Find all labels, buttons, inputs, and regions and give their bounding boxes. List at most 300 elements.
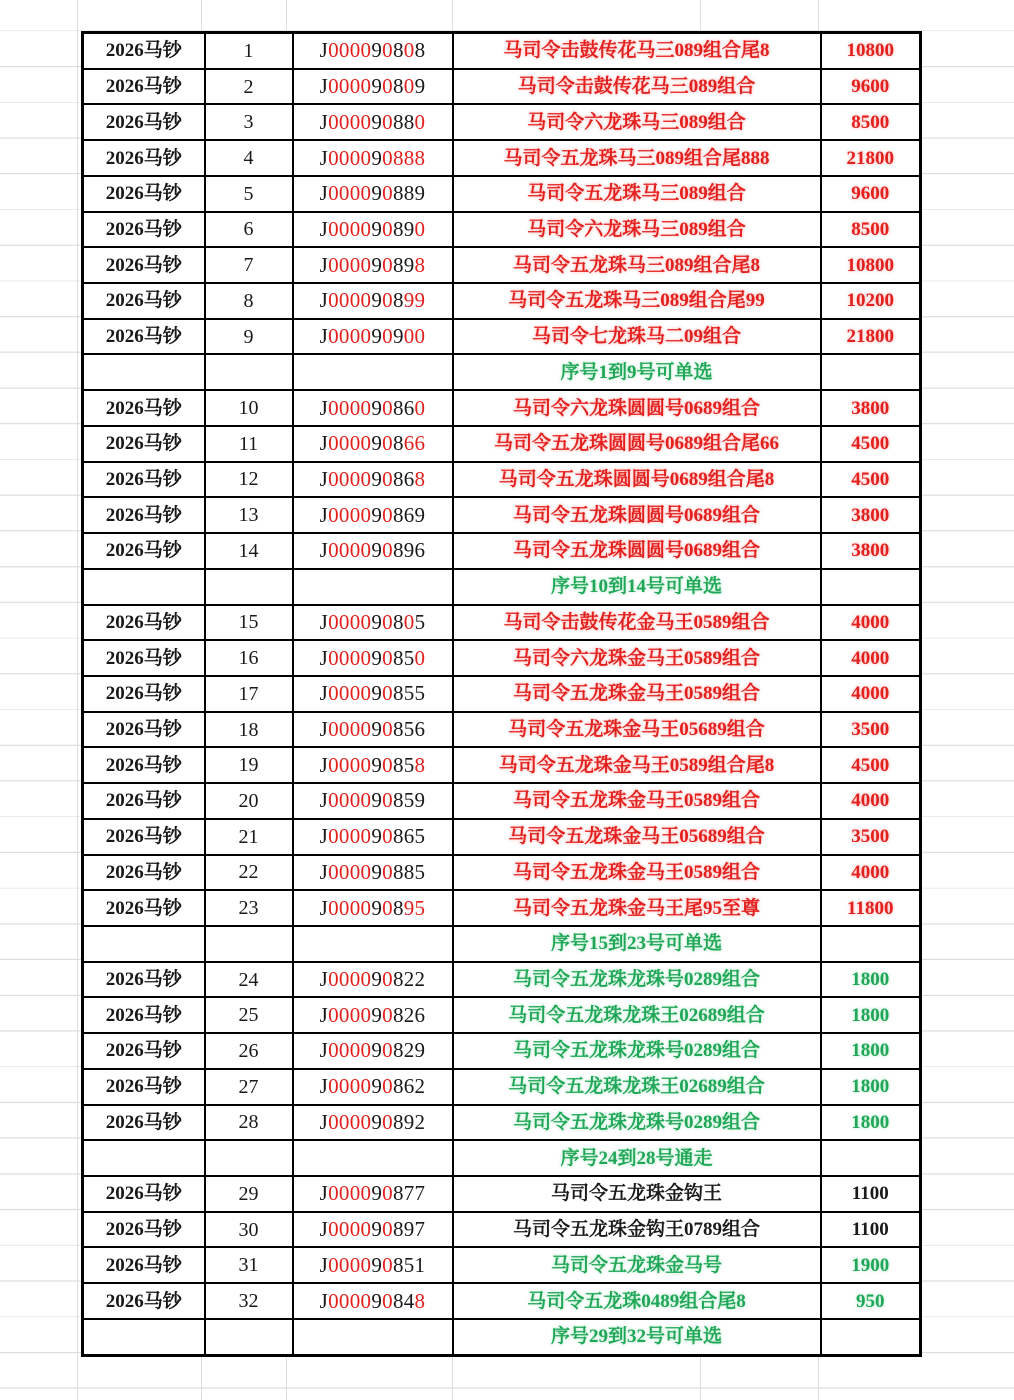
- price-cell[interactable]: 10800: [821, 33, 921, 69]
- serial-segment: 0000: [328, 538, 372, 563]
- desc-cell[interactable]: 马司令击鼓传花马三089组合尾8: [453, 33, 821, 69]
- serial-segment: 0: [382, 538, 393, 563]
- serial-segment: 0000: [328, 395, 372, 420]
- empty-cell[interactable]: [293, 926, 453, 962]
- price-cell[interactable]: 10200: [821, 283, 921, 319]
- seq-cell[interactable]: 14: [205, 533, 293, 569]
- serial-segment: 9: [371, 252, 383, 277]
- price-cell[interactable]: 4500: [821, 426, 921, 462]
- serial-segment: 0000: [328, 74, 372, 99]
- serial-cell[interactable]: [293, 497, 453, 533]
- product-cell[interactable]: 2026马钞: [83, 1212, 205, 1248]
- serial-segment: J: [319, 1217, 329, 1242]
- serial-segment: J: [319, 1109, 329, 1134]
- seq-cell[interactable]: 19: [205, 747, 293, 783]
- seq-cell[interactable]: 10: [205, 390, 293, 426]
- note-cell[interactable]: 序号29到32号可单选: [453, 1319, 821, 1355]
- price-cell[interactable]: 3800: [821, 390, 921, 426]
- serial-segment: 897: [392, 1217, 426, 1242]
- product-cell[interactable]: 2026马钞: [83, 1069, 205, 1105]
- price-cell[interactable]: 8500: [821, 212, 921, 248]
- serial-segment: 0: [382, 1217, 393, 1242]
- seq-cell[interactable]: 2: [205, 69, 293, 105]
- product-cell[interactable]: 2026马钞: [83, 855, 205, 891]
- desc-cell[interactable]: 马司令六龙珠圆圆号0689组合: [453, 390, 821, 426]
- price-cell[interactable]: 21800: [821, 319, 921, 355]
- price-cell[interactable]: 3500: [821, 819, 921, 855]
- seq-cell[interactable]: 5: [205, 176, 293, 212]
- serial-cell[interactable]: [293, 962, 453, 998]
- serial-segment: 9: [371, 74, 383, 99]
- empty-cell[interactable]: [205, 354, 293, 390]
- serial-cell[interactable]: [293, 69, 453, 105]
- serial-segment: 9: [371, 645, 383, 670]
- serial-cell[interactable]: [293, 783, 453, 819]
- serial-cell[interactable]: [293, 676, 453, 712]
- note-cell[interactable]: 序号15到23号可单选: [453, 926, 821, 962]
- serial-segment: J: [319, 288, 329, 313]
- desc-cell[interactable]: 马司令五龙珠圆圆号0689组合尾66: [453, 426, 821, 462]
- seq-cell[interactable]: 31: [205, 1247, 293, 1283]
- serial-segment: 0000: [328, 1252, 372, 1277]
- product-cell[interactable]: 2026马钞: [83, 783, 205, 819]
- serial-cell[interactable]: [293, 1247, 453, 1283]
- serial-segment: 9: [371, 752, 383, 777]
- empty-cell[interactable]: [293, 354, 453, 390]
- serial-segment: 829: [392, 1038, 426, 1063]
- table-row: [83, 176, 921, 212]
- seq-cell[interactable]: 13: [205, 497, 293, 533]
- serial-cell[interactable]: [293, 890, 453, 926]
- price-cell[interactable]: 1800: [821, 962, 921, 998]
- product-cell[interactable]: 2026马钞: [83, 247, 205, 283]
- product-cell[interactable]: 2026马钞: [83, 1105, 205, 1141]
- desc-cell[interactable]: 马司令六龙珠马三089组合: [453, 104, 821, 140]
- desc-cell[interactable]: 马司令五龙珠马三089组合尾888: [453, 140, 821, 176]
- serial-segment: J: [319, 609, 329, 634]
- product-cell[interactable]: 2026马钞: [83, 319, 205, 355]
- price-cell[interactable]: 21800: [821, 140, 921, 176]
- seq-cell[interactable]: 3: [205, 104, 293, 140]
- price-cell[interactable]: 1900: [821, 1247, 921, 1283]
- serial-cell[interactable]: [293, 426, 453, 462]
- product-cell[interactable]: 2026马钞: [83, 819, 205, 855]
- serial-segment: 0: [382, 109, 393, 134]
- seq-cell[interactable]: 6: [205, 212, 293, 248]
- serial-segment: 9: [371, 38, 383, 63]
- product-cell[interactable]: 2026马钞: [83, 426, 205, 462]
- desc-cell[interactable]: 马司令六龙珠金马王0589组合: [453, 640, 821, 676]
- serial-segment: J: [319, 1002, 329, 1027]
- product-cell[interactable]: 2026马钞: [83, 69, 205, 105]
- table-row: [83, 1033, 921, 1069]
- serial-segment: 0: [382, 252, 393, 277]
- price-cell[interactable]: 11800: [821, 890, 921, 926]
- serial-segment: J: [319, 216, 329, 241]
- price-cell[interactable]: 1800: [821, 1105, 921, 1141]
- serial-segment: 0000: [328, 109, 372, 134]
- desc-cell[interactable]: 马司令击鼓传花金马王0589组合: [453, 605, 821, 641]
- serial-segment: 0000: [328, 1109, 372, 1134]
- price-cell[interactable]: 4500: [821, 747, 921, 783]
- serial-cell[interactable]: [293, 747, 453, 783]
- serial-segment: 0000: [328, 466, 372, 491]
- seq-cell[interactable]: 16: [205, 640, 293, 676]
- serial-segment: 9: [371, 145, 383, 170]
- serial-segment: 0: [382, 38, 393, 63]
- desc-cell[interactable]: 马司令五龙珠圆圆号0689组合: [453, 497, 821, 533]
- seq-cell[interactable]: 7: [205, 247, 293, 283]
- table-row: [83, 1105, 921, 1141]
- serial-segment: 0000: [328, 1074, 372, 1099]
- serial-segment: 885: [392, 859, 426, 884]
- serial-segment: 9: [371, 967, 383, 992]
- serial-cell[interactable]: [293, 1283, 453, 1319]
- price-cell[interactable]: 950: [821, 1283, 921, 1319]
- desc-cell[interactable]: 马司令五龙珠0489组合尾8: [453, 1283, 821, 1319]
- serial-segment: 0000: [328, 1181, 372, 1206]
- price-cell[interactable]: 9600: [821, 176, 921, 212]
- seq-cell[interactable]: 27: [205, 1069, 293, 1105]
- desc-cell[interactable]: 马司令七龙珠马二09组合: [453, 319, 821, 355]
- serial-segment: 0: [403, 38, 415, 63]
- serial-segment: 0: [382, 895, 393, 920]
- price-cell[interactable]: 4000: [821, 676, 921, 712]
- empty-cell[interactable]: [821, 1319, 921, 1355]
- empty-cell[interactable]: [205, 1319, 293, 1355]
- price-cell[interactable]: 4500: [821, 462, 921, 498]
- separator-row: [83, 569, 921, 605]
- serial-segment: 9: [371, 324, 383, 349]
- serial-segment: 0000: [328, 967, 372, 992]
- price-cell[interactable]: 1800: [821, 1033, 921, 1069]
- grid-line: [77, 0, 78, 1400]
- seq-cell[interactable]: 17: [205, 676, 293, 712]
- product-cell[interactable]: 2026马钞: [83, 747, 205, 783]
- product-cell[interactable]: 2026马钞: [83, 33, 205, 69]
- empty-cell[interactable]: [83, 1140, 205, 1176]
- serial-segment: 0000: [328, 1038, 372, 1063]
- serial-segment: 86: [392, 466, 415, 491]
- product-cell[interactable]: 2026马钞: [83, 1176, 205, 1212]
- seq-cell[interactable]: 23: [205, 890, 293, 926]
- product-cell[interactable]: 2026马钞: [83, 962, 205, 998]
- serial-cell[interactable]: [293, 462, 453, 498]
- serial-cell[interactable]: [293, 605, 453, 641]
- table-row: [83, 212, 921, 248]
- empty-cell[interactable]: [821, 569, 921, 605]
- table-row: [83, 283, 921, 319]
- product-cell[interactable]: 2026马钞: [83, 712, 205, 748]
- serial-segment: J: [319, 681, 329, 706]
- empty-cell[interactable]: [83, 926, 205, 962]
- table-row: [83, 426, 921, 462]
- serial-segment: 8: [392, 38, 404, 63]
- price-cell[interactable]: 4000: [821, 783, 921, 819]
- price-cell[interactable]: 1100: [821, 1176, 921, 1212]
- serial-segment: 0000: [328, 324, 372, 349]
- serial-segment: 9: [371, 181, 383, 206]
- serial-segment: 9: [371, 681, 383, 706]
- seq-cell[interactable]: 11: [205, 426, 293, 462]
- seq-cell[interactable]: 24: [205, 962, 293, 998]
- serial-segment: 85: [392, 752, 415, 777]
- price-cell[interactable]: 3800: [821, 533, 921, 569]
- serial-cell[interactable]: [293, 855, 453, 891]
- serial-segment: 851: [392, 1252, 426, 1277]
- seq-cell[interactable]: 29: [205, 1176, 293, 1212]
- desc-cell[interactable]: 马司令五龙珠金马王0589组合: [453, 783, 821, 819]
- table-row: [83, 1283, 921, 1319]
- serial-segment: J: [319, 717, 329, 742]
- note-cell[interactable]: 序号24到28号通走: [453, 1140, 821, 1176]
- serial-cell[interactable]: [293, 1176, 453, 1212]
- serial-segment: 896: [392, 538, 426, 563]
- empty-cell[interactable]: [205, 569, 293, 605]
- desc-cell[interactable]: 马司令五龙珠龙珠号0289组合: [453, 1105, 821, 1141]
- seq-cell[interactable]: 25: [205, 997, 293, 1033]
- product-cell[interactable]: 2026马钞: [83, 212, 205, 248]
- seq-cell[interactable]: 15: [205, 605, 293, 641]
- seq-cell[interactable]: 4: [205, 140, 293, 176]
- serial-segment: J: [319, 967, 329, 992]
- serial-segment: 9: [371, 1038, 383, 1063]
- serial-segment: 0000: [328, 895, 372, 920]
- serial-segment: 0: [382, 288, 393, 313]
- serial-segment: 9: [371, 466, 383, 491]
- serial-cell[interactable]: [293, 319, 453, 355]
- product-cell[interactable]: 2026马钞: [83, 890, 205, 926]
- serial-segment: 9: [371, 538, 383, 563]
- seq-cell[interactable]: 30: [205, 1212, 293, 1248]
- desc-cell[interactable]: 马司令击鼓传花马三089组合: [453, 69, 821, 105]
- seq-cell[interactable]: 18: [205, 712, 293, 748]
- desc-cell[interactable]: 马司令五龙珠马三089组合尾99: [453, 283, 821, 319]
- empty-cell[interactable]: [821, 926, 921, 962]
- seq-cell[interactable]: 8: [205, 283, 293, 319]
- product-cell[interactable]: 2026马钞: [83, 1033, 205, 1069]
- serial-segment: 9: [371, 1181, 383, 1206]
- desc-cell[interactable]: 马司令五龙珠金马王0589组合: [453, 855, 821, 891]
- desc-cell[interactable]: 马司令五龙珠龙珠王02689组合: [453, 997, 821, 1033]
- product-cell[interactable]: 2026马钞: [83, 1283, 205, 1319]
- table-row: [83, 497, 921, 533]
- product-cell[interactable]: 2026马钞: [83, 462, 205, 498]
- separator-row: [83, 1140, 921, 1176]
- product-cell[interactable]: 2026马钞: [83, 1247, 205, 1283]
- seq-cell[interactable]: 12: [205, 462, 293, 498]
- serial-segment: J: [319, 752, 329, 777]
- empty-cell[interactable]: [205, 926, 293, 962]
- price-table: [81, 31, 922, 1357]
- desc-cell[interactable]: 马司令六龙珠马三089组合: [453, 212, 821, 248]
- serial-cell[interactable]: [293, 1069, 453, 1105]
- empty-cell[interactable]: [293, 1140, 453, 1176]
- serial-segment: 0000: [328, 859, 372, 884]
- product-cell[interactable]: 2026马钞: [83, 533, 205, 569]
- product-cell[interactable]: 2026马钞: [83, 104, 205, 140]
- product-cell[interactable]: 2026马钞: [83, 140, 205, 176]
- desc-cell[interactable]: 马司令五龙珠马三089组合尾8: [453, 247, 821, 283]
- serial-segment: 9: [371, 895, 383, 920]
- serial-segment: 9: [371, 717, 383, 742]
- serial-segment: 9: [371, 1217, 383, 1242]
- serial-cell[interactable]: [293, 247, 453, 283]
- separator-row: [83, 1319, 921, 1355]
- empty-cell[interactable]: [293, 569, 453, 605]
- serial-segment: 0: [382, 466, 393, 491]
- table-row: [83, 640, 921, 676]
- serial-segment: 9: [371, 859, 383, 884]
- serial-segment: 0: [382, 431, 393, 456]
- serial-cell[interactable]: [293, 997, 453, 1033]
- serial-segment: 0: [382, 145, 393, 170]
- serial-segment: 0000: [328, 824, 372, 849]
- desc-cell[interactable]: 马司令五龙珠圆圆号0689组合尾8: [453, 462, 821, 498]
- serial-segment: 0: [414, 109, 426, 134]
- serial-segment: 0: [382, 1109, 393, 1134]
- serial-cell[interactable]: [293, 1105, 453, 1141]
- desc-cell[interactable]: 马司令五龙珠金马王0589组合: [453, 676, 821, 712]
- empty-cell[interactable]: [293, 1319, 453, 1355]
- price-cell[interactable]: 9600: [821, 69, 921, 105]
- serial-cell[interactable]: [293, 1033, 453, 1069]
- product-cell[interactable]: 2026马钞: [83, 390, 205, 426]
- empty-cell[interactable]: [83, 569, 205, 605]
- table-row: [83, 890, 921, 926]
- serial-segment: 0000: [328, 1002, 372, 1027]
- serial-segment: J: [319, 395, 329, 420]
- desc-cell[interactable]: 马司令五龙珠龙珠号0289组合: [453, 962, 821, 998]
- serial-segment: 0: [403, 74, 415, 99]
- serial-segment: J: [319, 109, 329, 134]
- serial-segment: 0: [382, 181, 393, 206]
- table-row: [83, 1212, 921, 1248]
- seq-cell[interactable]: 32: [205, 1283, 293, 1319]
- seq-cell[interactable]: 9: [205, 319, 293, 355]
- serial-segment: 0: [382, 824, 393, 849]
- serial-cell[interactable]: [293, 104, 453, 140]
- empty-cell[interactable]: [821, 1140, 921, 1176]
- empty-cell[interactable]: [205, 1140, 293, 1176]
- serial-segment: 0: [382, 1181, 393, 1206]
- price-cell[interactable]: 4000: [821, 640, 921, 676]
- serial-cell[interactable]: [293, 212, 453, 248]
- price-cell[interactable]: 3800: [821, 497, 921, 533]
- price-cell[interactable]: 8500: [821, 104, 921, 140]
- serial-cell[interactable]: [293, 1212, 453, 1248]
- serial-segment: 9: [371, 288, 383, 313]
- table-row: [83, 319, 921, 355]
- seq-cell[interactable]: 21: [205, 819, 293, 855]
- serial-cell[interactable]: [293, 640, 453, 676]
- price-cell[interactable]: 4000: [821, 605, 921, 641]
- serial-segment: 00: [403, 324, 426, 349]
- empty-cell[interactable]: [821, 354, 921, 390]
- product-cell[interactable]: 2026马钞: [83, 605, 205, 641]
- price-cell[interactable]: 1800: [821, 1069, 921, 1105]
- serial-cell[interactable]: [293, 176, 453, 212]
- desc-cell[interactable]: 马司令五龙珠金马号: [453, 1247, 821, 1283]
- serial-segment: 0000: [328, 38, 372, 63]
- seq-cell[interactable]: 26: [205, 1033, 293, 1069]
- serial-segment: 855: [392, 681, 426, 706]
- seq-cell[interactable]: 28: [205, 1105, 293, 1141]
- table-row: [83, 533, 921, 569]
- serial-segment: 88: [392, 109, 415, 134]
- serial-segment: 862: [392, 1074, 426, 1099]
- seq-cell[interactable]: 22: [205, 855, 293, 891]
- serial-segment: 9: [371, 1288, 383, 1313]
- serial-segment: 877: [392, 1181, 426, 1206]
- desc-cell[interactable]: 马司令五龙珠龙珠王02689组合: [453, 1069, 821, 1105]
- desc-cell[interactable]: 马司令五龙珠金马王0589组合尾8: [453, 747, 821, 783]
- price-cell[interactable]: 10800: [821, 247, 921, 283]
- note-cell[interactable]: 序号1到9号可单选: [453, 354, 821, 390]
- serial-cell[interactable]: [293, 140, 453, 176]
- desc-cell[interactable]: 马司令五龙珠金马王05689组合: [453, 712, 821, 748]
- serial-segment: 9: [371, 1002, 383, 1027]
- seq-cell[interactable]: 20: [205, 783, 293, 819]
- price-cell[interactable]: 3500: [821, 712, 921, 748]
- serial-segment: 9: [371, 109, 383, 134]
- desc-cell[interactable]: 马司令五龙珠金马王05689组合: [453, 819, 821, 855]
- serial-segment: 0: [382, 788, 393, 813]
- seq-cell[interactable]: 1: [205, 33, 293, 69]
- empty-cell[interactable]: [83, 354, 205, 390]
- desc-cell[interactable]: 马司令五龙珠圆圆号0689组合: [453, 533, 821, 569]
- serial-segment: 0: [382, 74, 393, 99]
- serial-segment: 0000: [328, 216, 372, 241]
- serial-segment: 9: [371, 824, 383, 849]
- product-cell[interactable]: 2026马钞: [83, 497, 205, 533]
- serial-segment: 889: [392, 181, 426, 206]
- serial-cell[interactable]: [293, 819, 453, 855]
- serial-segment: J: [319, 502, 329, 527]
- desc-cell[interactable]: 马司令五龙珠马三089组合: [453, 176, 821, 212]
- serial-cell[interactable]: [293, 33, 453, 69]
- serial-cell[interactable]: [293, 283, 453, 319]
- price-cell[interactable]: 4000: [821, 855, 921, 891]
- serial-segment: 8: [414, 466, 426, 491]
- serial-segment: 9: [371, 1252, 383, 1277]
- desc-cell[interactable]: 马司令五龙珠金钩王: [453, 1176, 821, 1212]
- table-row: [83, 676, 921, 712]
- empty-cell[interactable]: [83, 1319, 205, 1355]
- serial-segment: J: [319, 895, 329, 920]
- price-cell[interactable]: 1100: [821, 1212, 921, 1248]
- price-cell[interactable]: 1800: [821, 997, 921, 1033]
- note-cell[interactable]: 序号10到14号可单选: [453, 569, 821, 605]
- serial-segment: J: [319, 824, 329, 849]
- product-cell[interactable]: 2026马钞: [83, 676, 205, 712]
- desc-cell[interactable]: 马司令五龙珠龙珠号0289组合: [453, 1033, 821, 1069]
- serial-cell[interactable]: [293, 533, 453, 569]
- product-cell[interactable]: 2026马钞: [83, 283, 205, 319]
- serial-segment: 0: [414, 216, 426, 241]
- table-row: [83, 997, 921, 1033]
- product-cell[interactable]: 2026马钞: [83, 176, 205, 212]
- serial-cell[interactable]: [293, 390, 453, 426]
- desc-cell[interactable]: 马司令五龙珠金马王尾95至尊: [453, 890, 821, 926]
- product-cell[interactable]: 2026马钞: [83, 640, 205, 676]
- desc-cell[interactable]: 马司令五龙珠金钩王0789组合: [453, 1212, 821, 1248]
- serial-segment: 0: [382, 645, 393, 670]
- product-cell[interactable]: 2026马钞: [83, 997, 205, 1033]
- table-row: [83, 1069, 921, 1105]
- serial-cell[interactable]: [293, 712, 453, 748]
- serial-segment: 0000: [328, 145, 372, 170]
